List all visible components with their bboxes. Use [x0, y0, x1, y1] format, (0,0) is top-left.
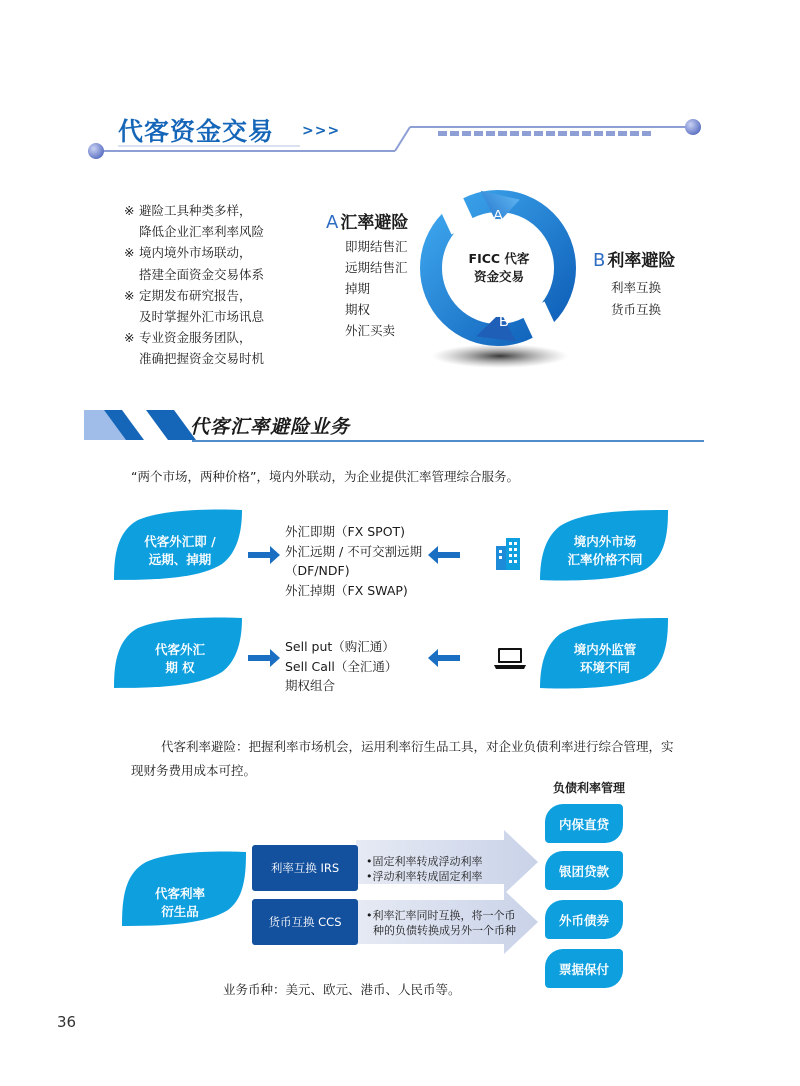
list-item: 外汇远期 / 不可交割远期: [285, 543, 423, 559]
list-item: Sell Call（全汇通）: [285, 658, 398, 674]
row2-right-line1: 境内外监管: [573, 642, 637, 657]
list-item: •固定利率转成浮动利率: [366, 855, 483, 868]
row2-left-label: [128, 641, 232, 677]
irs-box: 利率互换 IRS: [252, 845, 358, 891]
cycle-label-line2: 资金交易: [473, 269, 524, 284]
section2-header-shape: [84, 410, 704, 446]
bullet-2-line2: 搭建全面资金交易体系: [139, 266, 265, 282]
liability-item-1: 内保直贷: [545, 804, 623, 843]
list-item: 外汇即期（FX SPOT): [285, 524, 406, 539]
cycle-label-line1: FICC 代客: [468, 251, 530, 266]
cycle-center-label: [458, 250, 540, 286]
list-item: 种的负债转换成另外一个币种: [366, 924, 516, 937]
header-dash-decoration: [438, 131, 651, 136]
bullet-2-line1: ※ 境内境外市场联动，: [124, 245, 252, 261]
cycle-letter-a: A: [492, 207, 504, 224]
row2-right-label: [550, 641, 660, 677]
irs-points: [366, 854, 483, 884]
section2-intro: “两个市场，两种价格”，境内外联动，为企业提供汇率管理综合服务。: [131, 469, 519, 484]
list-item: 外汇买卖: [345, 323, 396, 338]
list-item: •浮动利率转成固定利率: [366, 870, 483, 883]
row1-right-line2: 汇率价格不同: [567, 552, 643, 567]
list-item: 期权组合: [285, 678, 336, 693]
cycle-letter-b: B: [498, 313, 510, 330]
liability-item-2: 银团贷款: [545, 851, 623, 890]
bullet-1-line1: ※ 避险工具种类多样，: [124, 203, 252, 218]
row1-left-line1: 代客外汇即 /: [144, 534, 216, 549]
row2-right-line2: 环境不同: [579, 660, 630, 675]
page-number: 36: [57, 1013, 77, 1031]
list-item: •利率汇率同时互换，将一个币: [366, 909, 516, 922]
bullet-4-line1: ※ 专业资金服务团队，: [124, 330, 252, 346]
ccs-points: [366, 908, 516, 938]
liability-item-3: 外币债券: [545, 900, 623, 939]
paragraph-line2: 现财务费用成本可控。: [131, 762, 257, 778]
derivatives-label-line1: 代客利率: [154, 886, 205, 901]
list-item: 远期结售汇: [345, 260, 408, 275]
section2-title: 代客汇率避险业务: [190, 416, 351, 438]
bullet-3-line1: ※ 定期发布研究报告，: [124, 287, 252, 303]
feature-bullets: [124, 200, 264, 370]
liability-management-title: 负债利率管理: [553, 781, 626, 795]
paragraph-line1: 代客利率避险：把握利率市场机会，运用利率衍生品工具，对企业负债利率进行综合管理，实: [161, 739, 674, 754]
title-arrows: >>>: [302, 123, 341, 139]
row1-right-line1: 境内外市场: [573, 534, 637, 549]
derivatives-label: [130, 885, 230, 921]
list-item: 外汇掉期（FX SWAP): [285, 582, 408, 598]
group-b-list: [611, 277, 661, 321]
row2-left-line2: 期 权: [165, 660, 195, 675]
bullet-3-line2: 及时掌握外汇市场讯息: [139, 309, 265, 325]
section1-title: 代客资金交易: [118, 117, 275, 146]
derivatives-label-line2: 衍生品: [161, 904, 199, 919]
row1-middle-list: [285, 522, 422, 600]
ccs-box: 货币互换 CCS: [252, 899, 358, 945]
bullet-4-line2: 准确把握资金交易时机: [139, 351, 265, 367]
building-icon: [494, 536, 524, 570]
row2-middle-list: [285, 637, 397, 696]
row1-left-label: [128, 533, 232, 569]
group-a-list: [345, 236, 408, 341]
list-item: 期权: [345, 302, 371, 317]
laptop-icon: [494, 646, 526, 670]
list-item: 即期结售汇: [345, 239, 408, 254]
section1-header-lines: [0, 0, 800, 180]
currency-note: 业务币种：美元、欧元、港币、人民币等。: [223, 982, 461, 997]
liability-item-4: 票据保付: [545, 949, 623, 988]
list-item: Sell put（购汇通）: [285, 639, 395, 654]
list-item: 货币互换: [611, 302, 662, 317]
list-item: 利率互换: [611, 280, 662, 295]
row1-right-label: [550, 533, 660, 569]
row2-left-line1: 代客外汇: [154, 642, 205, 657]
group-a-heading: A 汇率避险: [326, 212, 409, 233]
row1-left-line2: 远期、掉期: [148, 552, 212, 567]
rate-hedging-paragraph: [131, 735, 691, 782]
list-item: （DF/NDF): [285, 563, 350, 578]
bullet-1-line2: 降低企业汇率利率风险: [139, 224, 265, 240]
group-b-heading: B 利率避险: [593, 250, 676, 271]
list-item: 掉期: [345, 281, 371, 296]
